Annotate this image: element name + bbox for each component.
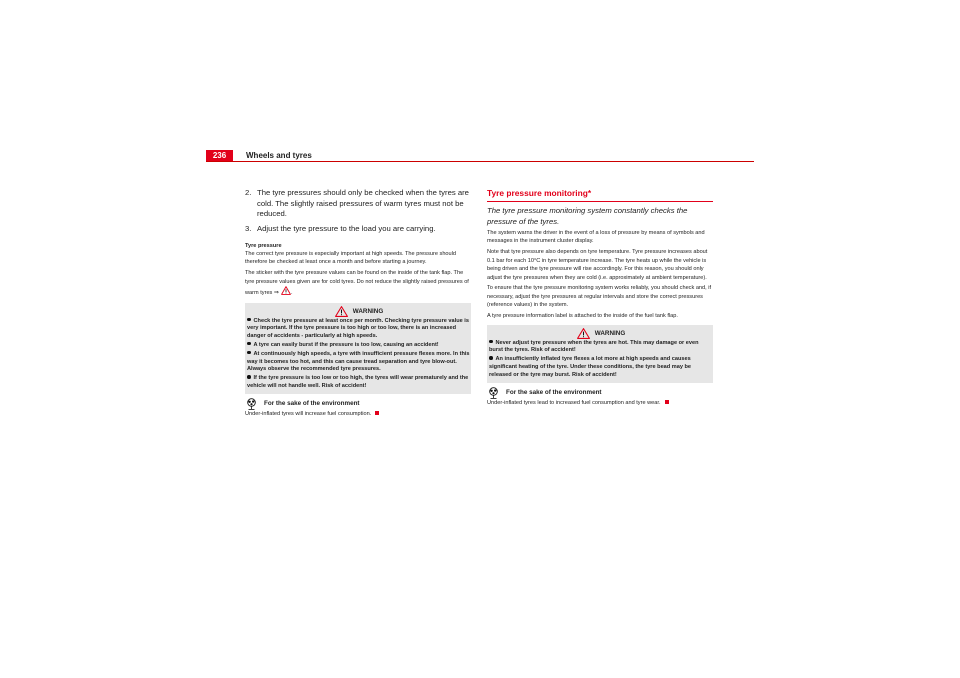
- paragraph: [245, 269, 471, 298]
- bullet-icon: [247, 351, 251, 355]
- paragraph: To ensure that the tyre pressure monitoring system works reliably, you should check and, if necessary, adjust the tyre pressures at regular intervals and store the correct pressures (reference values) in the system.: [487, 285, 712, 309]
- warning-item-text: An insufficiently inflated tyre flexes a lot more at high speeds and causes significant heating of the tyre. Under these conditions, the tyre bead may be released or the tyre may burst. Risk of accident!: [489, 356, 692, 378]
- page-number: 236: [206, 150, 233, 161]
- bullet-icon: [489, 340, 493, 344]
- end-of-section-marker: [375, 411, 379, 415]
- step-item: [245, 224, 471, 235]
- warning-icon: [577, 328, 590, 339]
- environment-heading: [487, 387, 713, 399]
- bullet-icon: [489, 356, 493, 360]
- reference-end: .: [290, 290, 293, 297]
- step-number: 3.: [245, 223, 252, 233]
- warning-item: [247, 351, 471, 374]
- warning-title-text: WARNING: [594, 330, 626, 338]
- paragraph: The system warns the driver in the event of a loss of pressure by means of symbols and messages in the instrument cluster display.: [487, 230, 705, 245]
- paragraph: A tyre pressure information label is attached to the inside of the fuel tank flap.: [487, 313, 678, 320]
- paragraph: The correct tyre pressure is especially important at high speeds. The pressure should therefore be checked at least once a month and before starting a journey.: [245, 251, 457, 266]
- step-number: 2.: [245, 188, 252, 197]
- environment-text-block: [487, 399, 713, 407]
- page-header-title: Wheels and tyres: [246, 151, 312, 160]
- right-column: [487, 188, 713, 407]
- environment-text-block: [245, 410, 471, 418]
- warning-item: [247, 318, 471, 341]
- warning-title: [247, 306, 471, 318]
- warning-item-text: If the tyre pressure is too low or too high, the tyres will wear prematurely and the vehicle will not handle well. Risk of accident!: [247, 375, 469, 389]
- environment-text: Under-inflated tyres will increase fuel consumption.: [245, 410, 372, 417]
- warning-title: [489, 328, 713, 340]
- subheading: Tyre pressure: [245, 243, 282, 249]
- warning-item: [489, 356, 713, 379]
- end-of-section-marker: [665, 400, 669, 404]
- environment-text: Under-inflated tyres lead to increased fuel consumption and tyre wear.: [487, 399, 661, 406]
- environment-title: For the sake of the environment: [264, 400, 360, 408]
- bullet-icon: [247, 342, 251, 346]
- bullet-icon: [247, 375, 251, 379]
- paragraph: Note that tyre pressure also depends on tyre temperature. Tyre pressure increases about 0.1 bar for each 10°C in tyre temperature increase. The tyre heats up while the vehicle is being driven and the tyre pressure will rise accordingly. For this reason, you should only adjust the tyre pressures when they are cold (i.e. approximately at ambient temperature).: [487, 249, 708, 281]
- warning-item: [247, 342, 471, 350]
- warning-icon: [335, 306, 348, 317]
- step-text: The tyre pressures should only be checked when the tyres are cold. The slightly raised pressures of warm tyres must not be reduced.: [257, 188, 469, 218]
- warning-reference-icon[interactable]: [281, 286, 291, 298]
- bullet-icon: [247, 318, 251, 322]
- warning-box: [487, 325, 713, 383]
- environment-title: For the sake of the environment: [506, 389, 602, 397]
- paragraph-text: The sticker with the tyre pressure values can be found on the inside of the tank flap. The tyre pressure values given are for cold tyres. Do not reduce the slightly raised pressures of warm tyres: [245, 270, 469, 297]
- warning-item-text: Never adjust tyre pressure when the tyres are hot. This may damage or even burst the tyres. Risk of accident!: [489, 339, 699, 354]
- step-item: [245, 188, 471, 220]
- warning-box: [245, 303, 471, 394]
- warning-item-text: At continuously high speeds, a tyre with insufficient pressure flexes more. In this way it becomes too hot, and this can cause tread separation and tyre blow-out. Always observe the recommended tyre pressures.: [247, 350, 470, 373]
- warning-item-text: A tyre can easily burst if the pressure is too low, causing an accident!: [253, 341, 439, 348]
- left-column: [245, 188, 471, 418]
- environment-tree-icon: [245, 398, 258, 410]
- warning-item: [247, 375, 471, 391]
- step-text: Adjust the tyre pressure to the load you are carrying.: [257, 223, 436, 233]
- reference-arrow: ⇒: [273, 290, 279, 297]
- warning-title-text: WARNING: [352, 308, 384, 316]
- steps-list: [245, 188, 471, 234]
- section-subtitle: The tyre pressure monitoring system constantly checks the pressure of the tyres.: [487, 206, 688, 226]
- warning-item: [489, 340, 713, 356]
- section-title: Tyre pressure monitoring*: [487, 188, 713, 202]
- environment-tree-icon: [487, 387, 500, 399]
- warning-item-text: Check the tyre pressure at least once per month. Checking tyre pressure value is very important. If the tyre pressure is too high or too low, there is an increased danger of accidents - particularly at high speeds.: [247, 317, 469, 340]
- environment-heading: [245, 398, 471, 410]
- header-divider: [206, 161, 754, 162]
